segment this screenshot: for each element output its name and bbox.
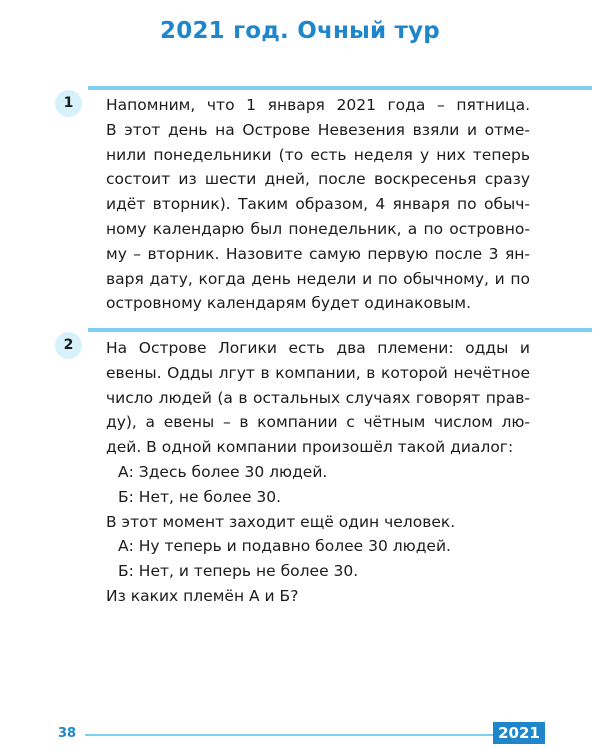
dialog-line: А: Ну теперь и подавно более 30 людей. [118,537,451,556]
page-number: 38 [58,726,77,741]
problem-1-line: ному календарю был понедельник, а по островно- [106,219,530,238]
problem-1-line: островному календарям будет одинаковым. [106,294,472,313]
problem-1-line: му – вторник. Назовите самую первую после 3 ян- [106,244,530,263]
problem-2-text [106,336,530,609]
problem-1-divider [88,86,592,90]
problem-2-number-badge: 2 [55,332,82,359]
problem-2-line: На Острове Логики есть два племени: одды и [106,339,530,357]
problem-2-line: ду), а евены – в компании с чётным числом лю- [106,413,530,432]
problem-2-divider [88,328,592,332]
problem-2-line: евены. Одды лгут в компании, в которой нечётное [106,363,530,382]
problem-1-line: варя дату, когда день недели и по обычному, и по [106,269,530,288]
problem-1-number-badge: 1 [55,90,82,117]
problem-2-line: число людей (а в остальных случаях говорят прав- [106,388,530,407]
problem-1-line: состоит из шести дней, после воскресенья сразу [106,170,530,189]
year-tab: 2021 [493,722,545,744]
problem-1-line: нили понедельники (то есть неделя у них теперь [106,145,530,164]
problem-1-text [106,93,530,316]
page-title: 2021 год. Очный тур [160,18,440,44]
footer-divider [85,734,493,736]
dialog-line: Б: Нет, не более 30. [118,487,282,506]
problem-1-line: В этот день на Острове Невезения взяли и отме- [106,120,530,139]
problem-1-line: Напомним, что 1 января 2021 года – пятница. [106,96,530,114]
problem-1-line: идёт вторник). Таким образом, 4 января по обыч- [106,195,530,214]
problem-2-line: дей. В одной компании произошёл такой диалог: [106,438,514,457]
dialog-line: Б: Нет, и теперь не более 30. [118,562,359,581]
problem-2-line: В этот момент заходит ещё один человек. [106,512,456,531]
problem-2-line: Из каких племён А и Б? [106,586,299,605]
dialog-line: А: Здесь более 30 людей. [118,462,328,481]
